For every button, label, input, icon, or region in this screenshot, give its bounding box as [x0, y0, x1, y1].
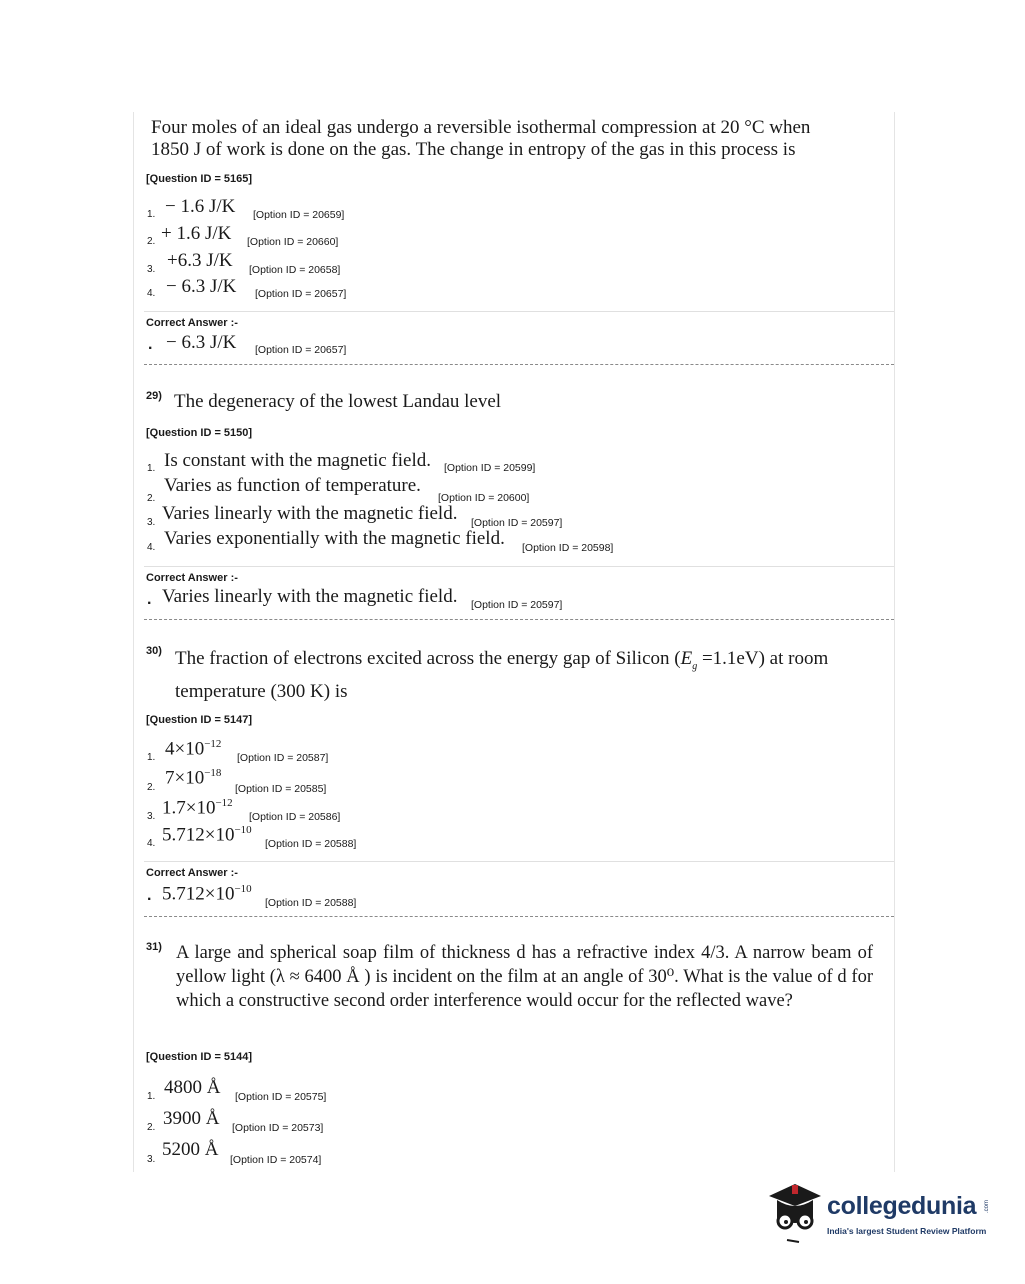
option-number: 2.	[147, 1122, 156, 1133]
divider	[144, 861, 894, 862]
option-id: [Option ID = 20598]	[522, 542, 614, 554]
question-30-text-part-2: =1.1eV) at room	[697, 648, 829, 669]
option-exponent: −10	[234, 824, 252, 836]
option-exponent: −12	[215, 797, 233, 809]
question-30-text-part-1: The fraction of electrons excited across the energy gap of Silicon (	[175, 648, 681, 669]
option-number: 1.	[147, 463, 156, 474]
option-number: 4.	[147, 542, 156, 553]
option-id: [Option ID = 20659]	[253, 209, 345, 221]
option-text[interactable]: Is constant with the magnetic field.	[164, 450, 431, 471]
option-base: 4×10	[165, 738, 205, 760]
option-text[interactable]	[165, 767, 221, 789]
option-number: 3.	[147, 264, 156, 275]
correct-answer-id: [Option ID = 20657]	[255, 344, 347, 356]
graduate-mascot-icon	[765, 1178, 827, 1248]
question-separator	[144, 364, 894, 365]
question-28-id: [Question ID = 5165]	[146, 173, 253, 185]
logo-tagline: India's largest Student Review Platform	[827, 1226, 987, 1236]
question-separator	[144, 916, 894, 917]
option-text[interactable]: Varies linearly with the magnetic field.	[162, 503, 458, 524]
correct-answer-exponent: −10	[234, 883, 252, 895]
question-30-id: [Question ID = 5147]	[146, 714, 253, 726]
correct-answer-text	[162, 883, 252, 905]
option-text[interactable]: − 1.6 J/K	[165, 196, 236, 217]
question-29-number: 29)	[146, 390, 162, 402]
divider	[144, 311, 894, 312]
question-30-text-line-1	[175, 647, 828, 678]
correct-answer-label: Correct Answer :-	[146, 317, 238, 329]
option-text[interactable]: Varies exponentially with the magnetic field.	[164, 528, 505, 549]
option-id: [Option ID = 20600]	[438, 492, 530, 504]
collegedunia-logo[interactable]	[765, 1178, 995, 1248]
option-id: [Option ID = 20575]	[235, 1091, 327, 1103]
subscript-g: g	[692, 660, 698, 672]
option-number: 1.	[147, 1091, 156, 1102]
question-separator	[144, 619, 894, 620]
question-28-text-line-1: Four moles of an ideal gas undergo a reversible isothermal compression at 20 °C when	[151, 117, 811, 138]
option-text[interactable]	[165, 738, 221, 760]
option-id: [Option ID = 20588]	[265, 838, 357, 850]
option-id: [Option ID = 20586]	[249, 811, 341, 823]
option-id: [Option ID = 20597]	[471, 517, 563, 529]
logo-wordmark: collegedunia	[827, 1192, 977, 1220]
option-id: [Option ID = 20585]	[235, 783, 327, 795]
answer-bullet: .	[148, 336, 153, 353]
correct-answer-id: [Option ID = 20588]	[265, 897, 357, 909]
question-30-number: 30)	[146, 645, 162, 657]
correct-answer-text: Varies linearly with the magnetic field.	[162, 586, 458, 607]
question-29-id: [Question ID = 5150]	[146, 427, 253, 439]
option-exponent: −12	[204, 738, 222, 750]
question-paper	[133, 112, 895, 1172]
option-id: [Option ID = 20573]	[232, 1122, 324, 1134]
question-28-text-line-2: 1850 J of work is done on the gas. The change in entropy of the gas in this process is	[151, 139, 796, 160]
option-base: 7×10	[165, 767, 205, 789]
option-text[interactable]: 3900 Å	[163, 1108, 220, 1129]
question-30-text-line-2: temperature (300 K) is	[175, 681, 348, 702]
option-id: [Option ID = 20587]	[237, 752, 329, 764]
option-base: 1.7×10	[162, 797, 216, 819]
option-text[interactable]: + 1.6 J/K	[161, 223, 232, 244]
logo-com: .com	[984, 1200, 990, 1214]
option-number: 1.	[147, 209, 156, 220]
option-text[interactable]	[162, 797, 233, 819]
option-text[interactable]	[162, 824, 252, 846]
correct-answer-id: [Option ID = 20597]	[471, 599, 563, 611]
correct-answer-label: Correct Answer :-	[146, 867, 238, 879]
option-number: 3.	[147, 1154, 156, 1165]
question-29-text: The degeneracy of the lowest Landau level	[174, 391, 502, 412]
option-id: [Option ID = 20657]	[255, 288, 347, 300]
option-text[interactable]: 4800 Å	[164, 1077, 221, 1098]
option-text[interactable]: +6.3 J/K	[167, 250, 233, 271]
question-31-number: 31)	[146, 941, 162, 953]
option-number: 3.	[147, 517, 156, 528]
answer-bullet: .	[147, 591, 152, 608]
answer-bullet: .	[147, 887, 152, 904]
option-base: 5.712×10	[162, 824, 235, 846]
question-31-text: A large and spherical soap film of thickness d has a refractive index 4/3. A narrow beam of yellow light (λ ≈ 6400 Å ) is incident on the film at an angle of 30⁰. What is the value of d for which a constructive second order interference would occur for the reflected wave?	[176, 943, 873, 1011]
option-number: 2.	[147, 236, 156, 247]
option-text[interactable]: − 6.3 J/K	[166, 276, 237, 297]
question-31-id: [Question ID = 5144]	[146, 1051, 253, 1063]
option-number: 4.	[147, 288, 156, 299]
option-number: 2.	[147, 493, 156, 504]
option-exponent: −18	[204, 767, 222, 779]
option-number: 1.	[147, 752, 156, 763]
option-id: [Option ID = 20658]	[249, 264, 341, 276]
option-id: [Option ID = 20599]	[444, 462, 536, 474]
option-number: 4.	[147, 838, 156, 849]
variable-e: E	[680, 648, 693, 669]
option-text[interactable]: 5200 Å	[162, 1139, 219, 1160]
correct-answer-base: 5.712×10	[162, 883, 235, 905]
correct-answer-text: − 6.3 J/K	[166, 332, 237, 353]
option-text[interactable]: Varies as function of temperature.	[164, 475, 421, 496]
correct-answer-label: Correct Answer :-	[146, 572, 238, 584]
option-id: [Option ID = 20660]	[247, 236, 339, 248]
divider	[144, 566, 894, 567]
option-id: [Option ID = 20574]	[230, 1154, 322, 1166]
option-number: 2.	[147, 782, 156, 793]
option-number: 3.	[147, 811, 156, 822]
